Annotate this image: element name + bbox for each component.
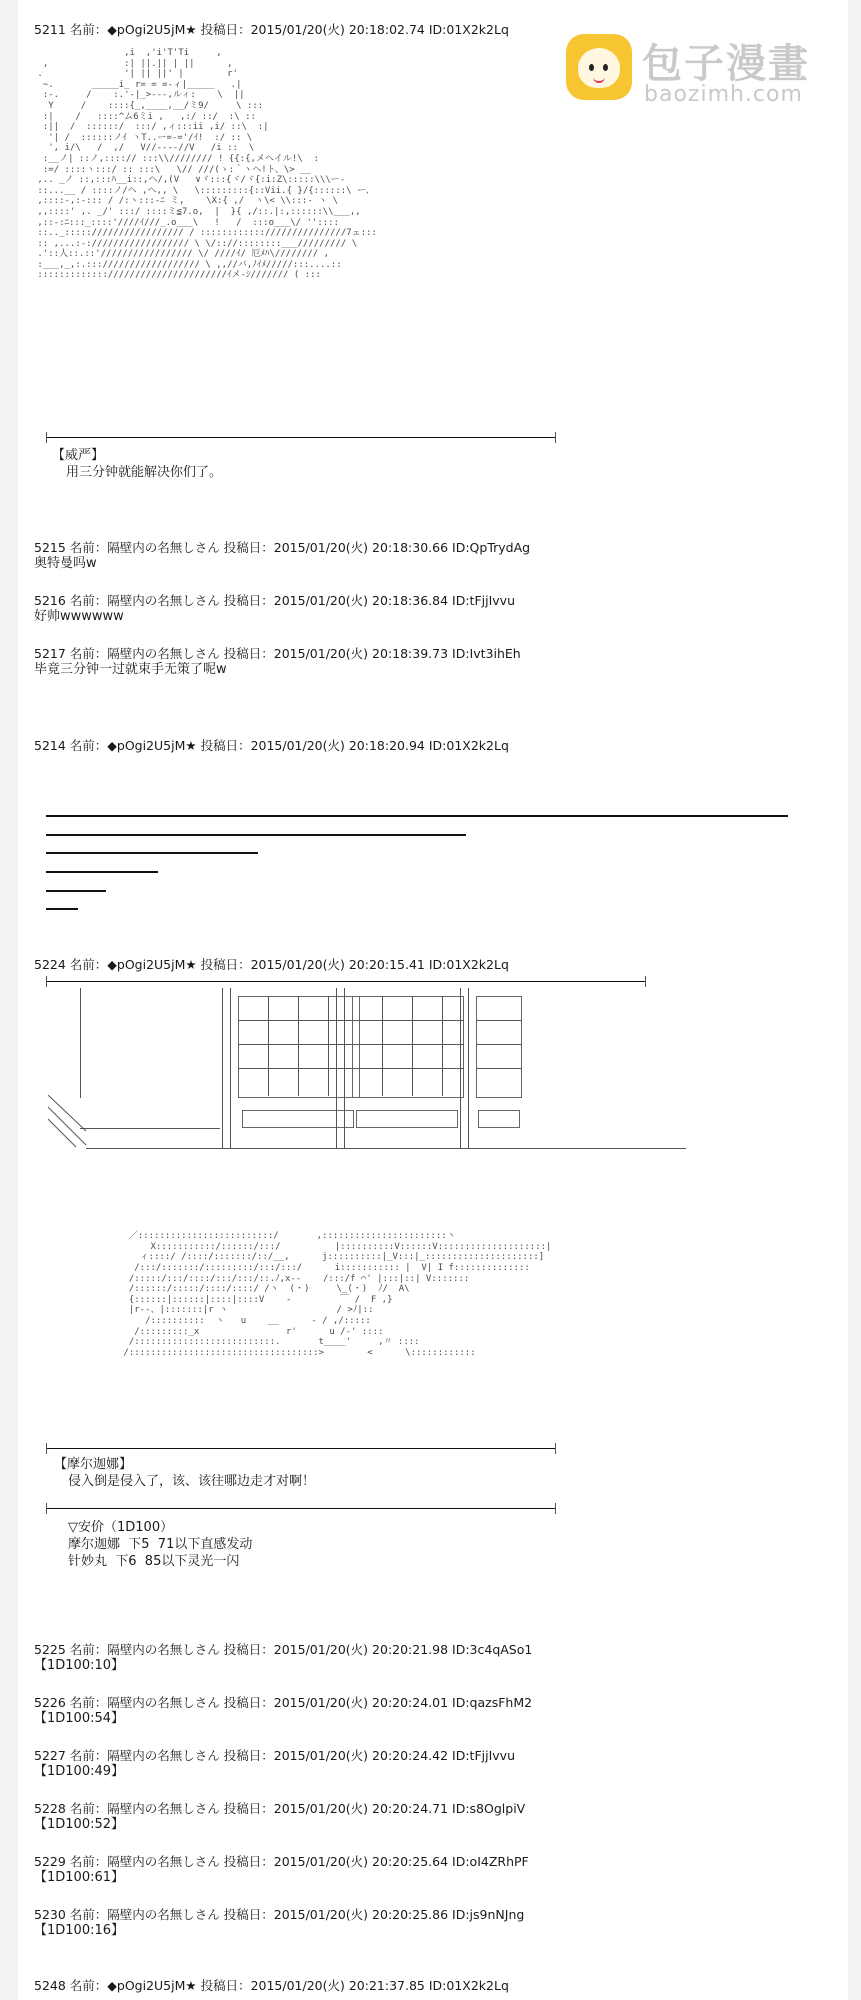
- post-header: 5216 名前：隔壁内の名無しさん 投稿日：2015/01/20(火) 20:18:36.84 ID:tFjjIvvu: [34, 593, 515, 608]
- post-header: 5248 名前：◆pOgi2U5jM★ 投稿日：2015/01/20(火) 20:21:37.85 ID:01X2k2Lq: [34, 1978, 509, 1993]
- page: [18, 0, 848, 2000]
- post-header: 5211 名前：◆pOgi2U5jM★ 投稿日：2015/01/20(火) 20:18:02.74 ID:01X2k2Lq: [34, 22, 509, 37]
- post-header: 5214 名前：◆pOgi2U5jM★ 投稿日：2015/01/20(火) 20:18:20.94 ID:01X2k2Lq: [34, 738, 509, 753]
- speaker-name: 【威严】: [52, 448, 105, 463]
- dice-result: 【1D100:61】: [34, 1870, 125, 1885]
- watermark-title: 包子漫畫: [642, 41, 810, 87]
- divider: [46, 981, 646, 982]
- post-header: 5224 名前：◆pOgi2U5jM★ 投稿日：2015/01/20(火) 20:20:15.41 ID:01X2k2Lq: [34, 957, 509, 972]
- line-bar: [46, 871, 158, 873]
- dice-result: 【1D100:16】: [34, 1923, 125, 1938]
- post-header: 5225 名前：隔壁内の名無しさん 投稿日：2015/01/20(火) 20:20:21.98 ID:3c4qASo1: [34, 1642, 533, 1657]
- dice-result: 【1D100:49】: [34, 1764, 125, 1779]
- ascii-art-characters: ／:::::::::::::::::::::::::/ ,:::::::::::::::::::::::ヽ X:::::::::::/::::::/:::/ |::::::::::V::::::V::::::::::::::::::::| ィ::::/ /::::/:::::::/::/__, j::::::::::|_V:::|_:::::::::::::::::::::] /:::/:::::::/:::::::::/:::/:::/ i::::::::::: | V| I f:::::::::::::: /:::::/:::/::::/:::/:::/::.ﾉ,x-- /:::/f ⌒' |:::|::| V::::::: /::::::/:::::/::::/::::/ /ヽ (・) \_(・) ﾉ/ A\ {::::::|::::::|::::|::::V ‐ ￣ / F ,} |r‐-、|:::::::|r ヽ / >ﾉ|:: /:::::::::: ヽ u __ ‐ / ,/::::: /:::::::::_x r' u /‐' :::: /::::::::::::::::::::::::::. t____' ,〃 :::: /:::::::::::::::::::::::::::::::::::> < \::::::::::::: [123, 1231, 552, 1358]
- choice-title: ▽安价（1D100）: [68, 1520, 174, 1535]
- post-header: 5229 名前：隔壁内の名無しさん 投稿日：2015/01/20(火) 20:20:25.64 ID:oI4ZRhPF: [34, 1854, 529, 1869]
- line-bar: [46, 908, 78, 910]
- dice-result: 【1D100:10】: [34, 1658, 125, 1673]
- choice-option: 针妙丸 下6 85以下灵光一闪: [68, 1554, 240, 1569]
- choice-option: 摩尔迦娜 下5 71以下直感发动: [68, 1537, 253, 1552]
- ascii-art-buildings: [46, 988, 666, 1158]
- watermark-url: baozimh.com: [644, 82, 803, 107]
- bun-logo-icon: [566, 34, 632, 100]
- post-header: 5215 名前：隔壁内の名無しさん 投稿日：2015/01/20(火) 20:18:30.66 ID:QpTrydAg: [34, 540, 531, 555]
- dice-result: 【1D100:52】: [34, 1817, 125, 1832]
- post-body: 奥特曼吗w: [34, 556, 97, 571]
- divider: [46, 1508, 556, 1509]
- divider: [46, 437, 556, 438]
- post-body: 毕竟三分钟一过就束手无策了呢w: [34, 662, 227, 677]
- post-header: 5226 名前：隔壁内の名無しさん 投稿日：2015/01/20(火) 20:20:24.01 ID:qazsFhM2: [34, 1695, 533, 1710]
- line-bar: [46, 890, 106, 892]
- line-bar: [46, 815, 788, 817]
- line-bar: [46, 834, 466, 836]
- post-body: 好帅wwwwww: [34, 609, 124, 624]
- divider: [46, 1448, 556, 1449]
- post-header: 5227 名前：隔壁内の名無しさん 投稿日：2015/01/20(火) 20:20:24.42 ID:tFjjIvvu: [34, 1748, 515, 1763]
- watermark: [566, 30, 848, 110]
- post-header: 5228 名前：隔壁内の名無しさん 投稿日：2015/01/20(火) 20:20:24.71 ID:s8OglpiV: [34, 1801, 526, 1816]
- line-bar: [46, 852, 258, 854]
- dialogue-line: 侵入倒是侵入了，该、该往哪边走才对啊！: [68, 1474, 316, 1489]
- speaker-name: 【摩尔迦娜】: [54, 1457, 133, 1472]
- post-header: 5230 名前：隔壁内の名無しさん 投稿日：2015/01/20(火) 20:20:25.86 ID:js9nNJng: [34, 1907, 525, 1922]
- dice-result: 【1D100:54】: [34, 1711, 125, 1726]
- ascii-art-robot: ,i ,'i'T'Ti , , :| ||.|| | || , . '| || ||' | r' ~. _____i_ r= = =-ィ|_____ .| :-. / :.'-|_>---,ルィ: \ || Y / ::::{_,____,__/ミ9/ \ ::: :| / ::::^ム6ミi , ,:/ ::/ :\ :: :|| / ::::::/ :::/ ,ィ:::ii ,i/ ::\ :| '| / ::::::ノｲ ヽT..ー=-='/ｲ! :/ :: \ ', i/\ / ,/ V//----//V /i :: \ :__ノ| ::ノ,::::// :::\\//////// ! {{:{,メヘイル!\ : :=/ ::::ヽ:::/ :: :::\ \// ///(ゝ:｀ヽヘ!ト、\> __ ,.. _ノ ::,:::ﾊ__i::,ヘ/,(V ∨ヾ:::{ヾ/ヾ{:i:Z\:::::\\\ー- ::...__ / ::::ノ/ヘ ,ヘ,, \ \:::::::::{::Vii.{ }/{::::::\ ー、 ,::::-,:-::: / /:ヽ:::-ﾆ ミ, \X:{ ,/ ヽ\< \\:::- ヽ \ ,,::::' ,. _/' :::/ ::::ミ≦7.o, | }{ ,/::.|:,::::::\\___,, ,::-:ﾆ:::_::::'////ｲ///_.o___\ ! / :::o___\/ '':::: ::.._:::::///////////////// / ::::::::::::///////////////7ェ::: :: ,...:-:////////////////// \ \/:://::::::::___///////// \ .'::人::.::'///////////////// \/ ////ｲ/ 厄ﾒﾊ\//////// , :___,_,:.:::////////////////// \ ,,//バ,ﾉｲﾒ/////:::....:: ::::::::::::://////////////////////ｲメ-ｼ/////// ( :::: [37, 48, 377, 281]
- post-header: 5217 名前：隔壁内の名無しさん 投稿日：2015/01/20(火) 20:18:39.73 ID:Ivt3ihEh: [34, 646, 521, 661]
- dialogue-line: 用三分钟就能解决你们了。: [66, 465, 223, 480]
